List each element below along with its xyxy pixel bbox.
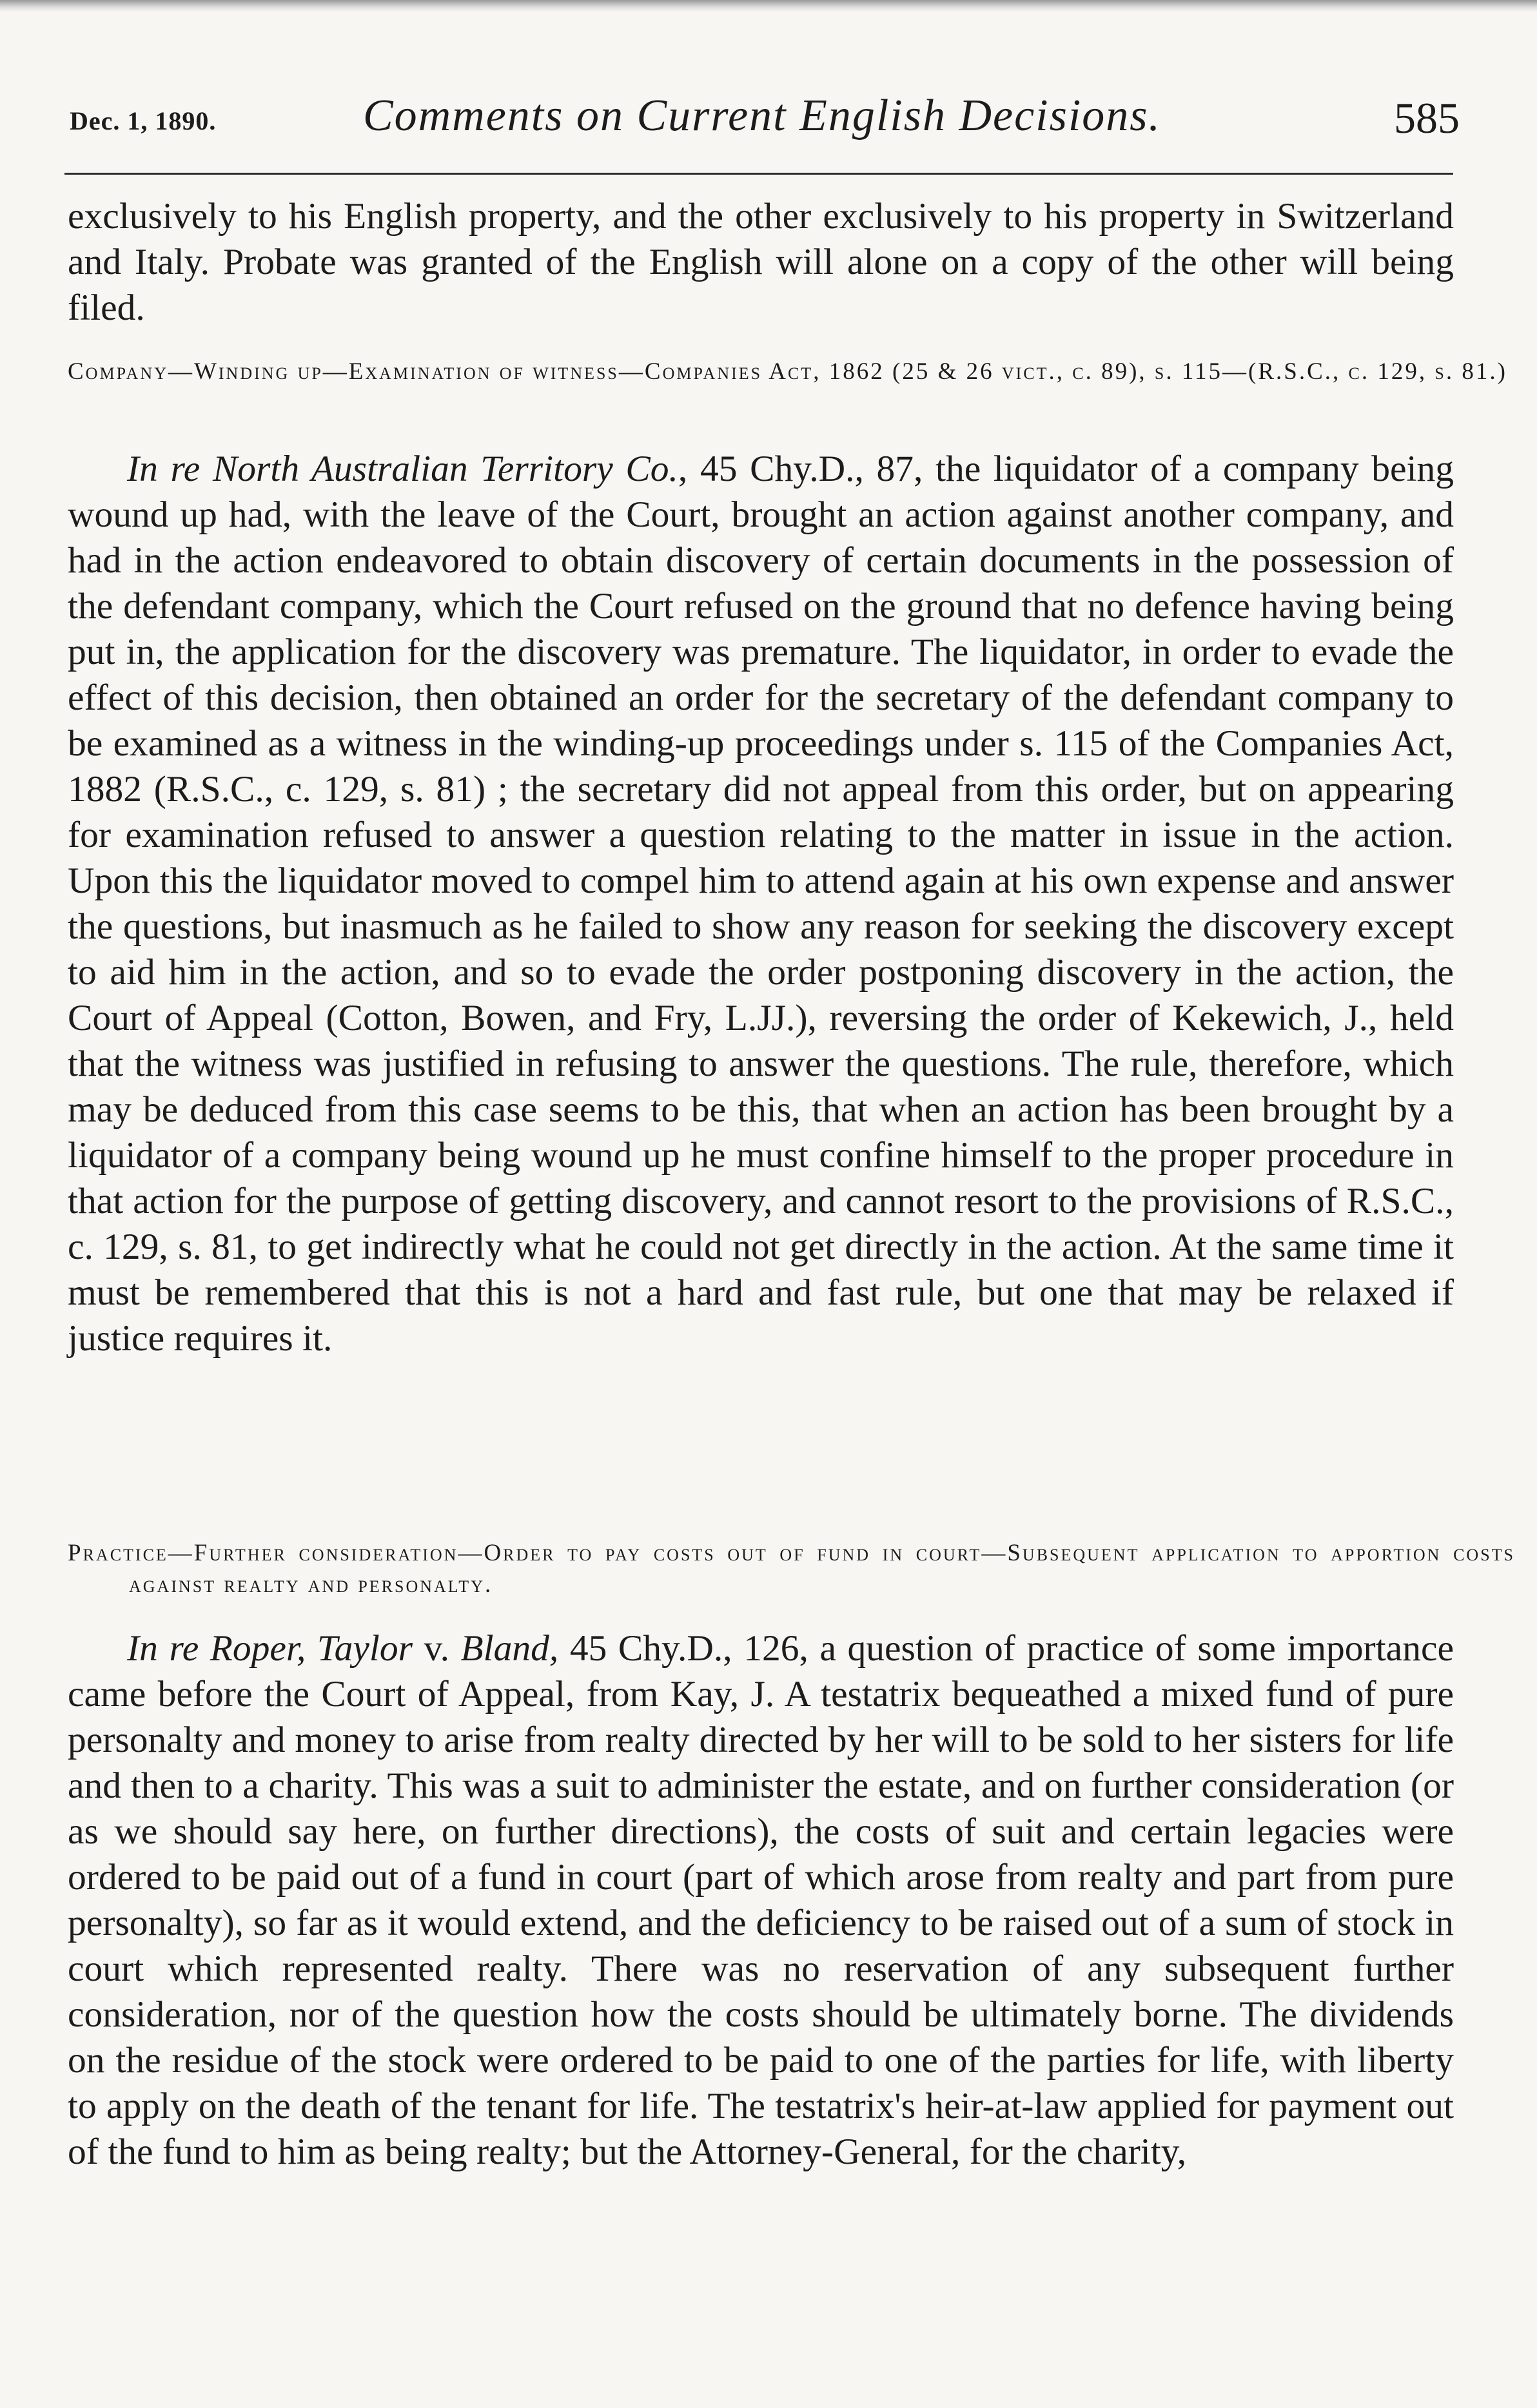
page-number: 585 (1394, 93, 1460, 142)
section-heading-practice: Practice—Further consideration—Order to pay costs out of fund in court—Subsequent application to apportion costs against realty and personalty. (68, 1540, 1516, 1598)
paragraph-roper (68, 1626, 1454, 2175)
header-rule (64, 173, 1453, 175)
case-name-north-australian: In re North Australian Territory Co. (127, 449, 678, 489)
section-heading-company: Company—Winding up—Examination of witness—Companies Act, 1862 (25 & 26 vict., c. 89), s. 115—(R.S.C., c. 129, s. 81.) (68, 358, 1507, 385)
case-name-versus: v. (412, 1628, 461, 1669)
paragraph-roper-text: 45 Chy.D., 126, a question of practice of some importance came before the Court of Appeal, from Kay, J. A testatrix bequeathed a mixed fund of pure personalty and money to arise from realty directed by her will to be sold to her sisters for life and then to a charity. This was a suit to administer the estate, and on further consideration (or as we should say here, on further directions), the costs of suit and certain legacies were ordered to be paid out of a fund in court (part of which arose from realty and part from pure personalty), so far as it would extend, and the deficiency to be raised out of a sum of stock in court which represented realty. There was no reservation of any subsequent further consideration, nor of the question how the costs should be ultimately borne. The dividends on the residue of the stock were ordered to be paid to one of the parties for life, with liberty to apply on the death of the tenant for life. The testatrix's heir-at-law applied for payment out of the fund to him as being realty; but the Attorney-General, for the charity, (68, 1628, 1454, 2172)
running-header (64, 84, 1460, 161)
paragraph-north-australian-text: , 45 Chy.D., 87, the liquidator of a company being wound up had, with the leave of the Court, brought an action against another company, and had in the action endeavored to obtain discovery of certain documents in the possession of the defendant company, which the Court refused on the ground that no defence having being put in, the application for the discovery was premature. The liquidator, in order to evade the effect of this decision, then obtained an order for the secretary of the defendant company to be examined as a witness in the winding-up proceedings under s. 115 of the Companies Act, 1882 (R.S.C., c. 129, s. 81) ; the secretary did not appeal from this order, but on appearing for examination refused to answer a question relating to the matter in issue in the action. Upon this the liquidator moved to compel him to attend again at his own expense and answer the questions, but inasmuch as he failed to show any reason for seeking the discovery except to aid him in the action, and so to evade the order postponing discovery in the action, the Court of Appeal (Cotton, Bowen, and Fry, L.JJ.), reversing the order of Kekewich, J., held that the witness was justified in refusing to answer the questions. The rule, therefore, which may be deduced from this case seems to be this, that when an action has been brought by a liquidator of a company being wound up he must confine himself to the proper procedure in that action for the purpose of getting discovery, and cannot resort to the provisions of R.S.C., c. 129, s. 81, to get indirectly what he could not get directly in the action. At the same time it must be remembered that this is not a hard and fast rule, but one that may be relaxed if justice requires it. (68, 449, 1454, 1359)
running-header-title: Comments on Current English Decisions. (362, 91, 1162, 141)
continuation-paragraph: exclusively to his English property, and the other exclusively to his property in Switzerland and Italy. Probate was granted of the English will alone on a copy of the other will being filed. (68, 196, 1454, 328)
running-header-date: Dec. 1, 1890. (70, 106, 217, 135)
paragraph-north-australian (68, 446, 1454, 1361)
scan-top-edge (0, 0, 1537, 12)
case-name-roper: In re Roper, Taylor (127, 1628, 413, 1669)
case-name-bland: Bland, (460, 1628, 559, 1669)
